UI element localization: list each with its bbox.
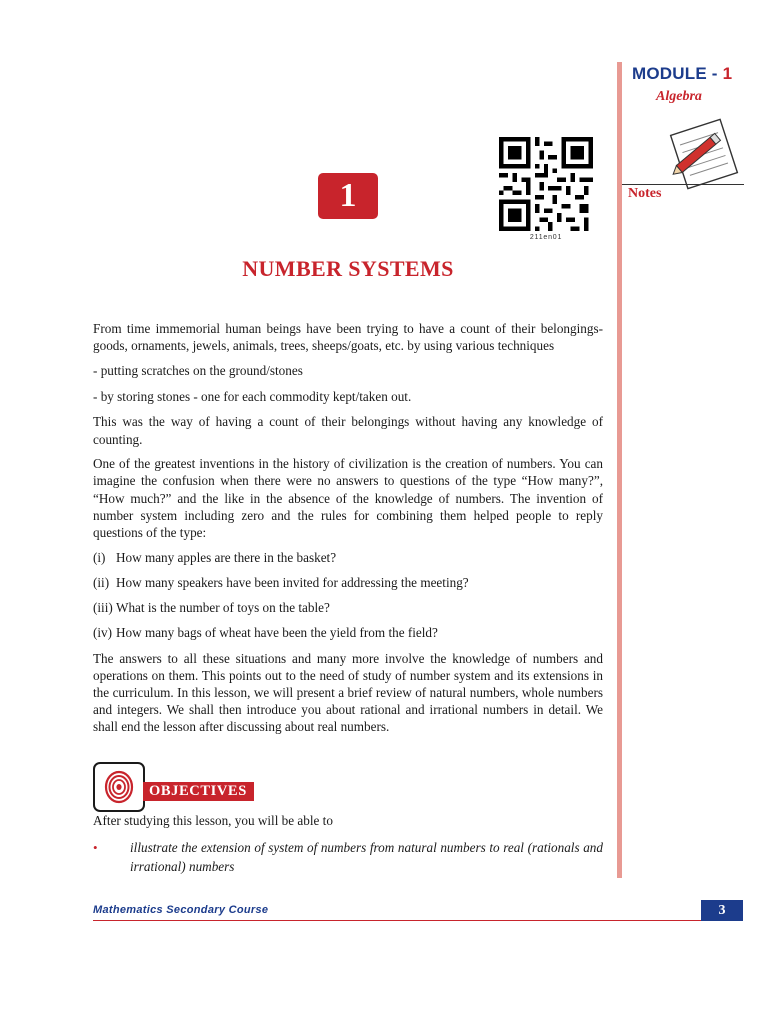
question-label: (iv) <box>93 625 113 641</box>
counting-paragraph: This was the way of having a count of their belongings without having any knowledge of counting. <box>93 414 603 447</box>
question-item <box>93 549 603 566</box>
objective-item <box>93 839 603 876</box>
footer-rule <box>93 920 743 921</box>
objective-text: illustrate the extension of system of numbers from natural numbers to real (rationals and irrational) numbers <box>130 840 603 874</box>
notes-pencil-icon <box>664 116 742 190</box>
notes-label: Notes <box>628 186 662 201</box>
lesson-body <box>93 320 603 743</box>
qr-code-icon <box>497 137 595 231</box>
technique-item: - by storing stones - one for each commodity kept/taken out. <box>93 388 412 404</box>
technique-item: - putting scratches on the ground/stones <box>93 362 303 378</box>
target-icon <box>93 762 145 812</box>
question-item <box>93 599 603 616</box>
module-label: MODULE - 1 <box>632 64 733 83</box>
footer-course: Mathematics Secondary Course <box>93 904 269 916</box>
chapter-title: NUMBER SYSTEMS <box>242 256 454 281</box>
objectives-heading: OBJECTIVES <box>143 782 254 801</box>
invention-paragraph: One of the greatest inventions in the history of civilization is the creation of numbers. You can imagine the confusion when there were no answers to questions of the type “How many?”, “How much?” and the like in the absence of the knowledge of numbers. The invention of number system including zero and the rules for combining them helped people to reply questions of the type: <box>93 456 603 541</box>
chapter-number: 1 <box>318 173 378 219</box>
notes-rule <box>622 184 744 185</box>
question-item <box>93 574 603 591</box>
question-label: (ii) <box>93 574 110 590</box>
qr-caption: 211en01 <box>529 234 563 241</box>
question-text: How many apples are there in the basket? <box>116 549 337 565</box>
module-number: 1 <box>722 64 733 83</box>
intro-paragraph: From time immemorial human beings have been trying to have a count of their belongings- goods, ornaments, jewels, animals, trees, sheeps/goats, etc. by using various techniques <box>93 321 603 354</box>
question-text: How many bags of wheat have been the yield from the field? <box>116 625 438 641</box>
subject-label: Algebra <box>656 89 702 104</box>
page-number: 3 <box>701 900 743 921</box>
question-text: How many speakers have been invited for addressing the meeting? <box>116 574 469 590</box>
question-item <box>93 624 603 641</box>
question-label: (iii) <box>93 600 113 616</box>
answers-paragraph: The answers to all these situations and many more involve the knowledge of numbers and operations on them. This points out to the need of study of number system and its extensions in the curriculum. In this lesson, we will present a brief review of natural numbers, whole numbers and integers. We shall then introduce you about rational and irrational numbers in detail. We shall end the lesson after discussing about real numbers. <box>93 650 603 735</box>
bullet-icon: • <box>93 840 98 855</box>
objectives-lead: After studying this lesson, you will be able to <box>93 813 333 828</box>
question-label: (i) <box>93 549 106 565</box>
question-text: What is the number of toys on the table? <box>116 600 330 616</box>
